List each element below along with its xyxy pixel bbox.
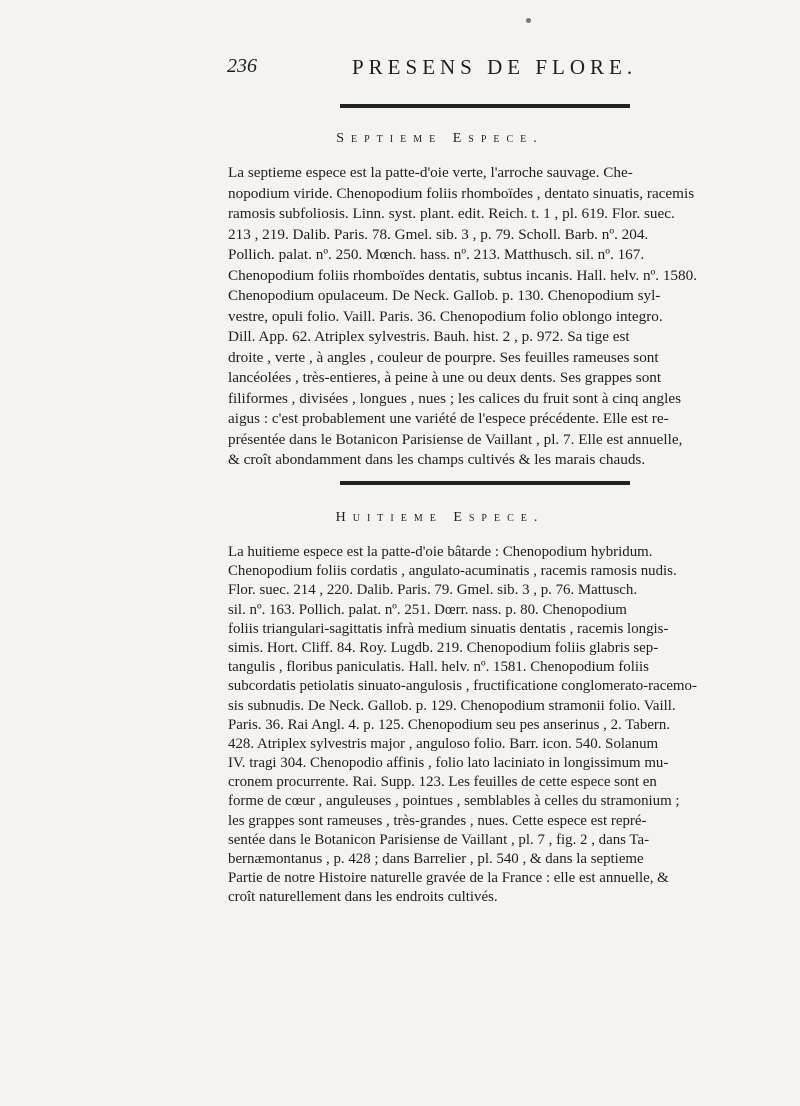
section-title-huitieme: Huitieme Espece. <box>335 510 545 525</box>
text-line: bernæmontanus , p. 428 ; dans Barrelier , pl. 540 , & dans la septieme <box>228 851 644 867</box>
text-line: 428. Atriplex sylvestris major , anguloso folio. Barr. icon. 540. Solanum <box>228 735 659 752</box>
text-line: nopodium viride. Chenopodium foliis rhomboïdes , dentato sinuatis, racemis <box>228 184 695 202</box>
page-number: 236 <box>227 55 257 77</box>
text-line: présentée dans le Botanicon Parisiense de Vaillant , pl. 7. Elle est annuelle, <box>228 430 683 448</box>
text-line: Pollich. palat. nº. 250. Mœnch. hass. nº. 213. Matthusch. sil. nº. 167. <box>228 246 645 263</box>
text-line: droite , verte , à angles , couleur de pourpre. Ses feuilles rameuses sont <box>228 348 659 366</box>
text-line: vestre, opuli folio. Vaill. Paris. 36. Chenopodium folio oblongo integro. <box>228 307 663 325</box>
running-title: PRESENS DE FLORE. <box>352 55 638 79</box>
text-line: Paris. 36. Rai Angl. 4. p. 125. Chenopodium seu pes anserinus , 2. Tabern. <box>228 716 671 733</box>
section-title-septieme: Septieme Espece. <box>336 131 544 146</box>
text-line: filiformes , divisées , longues , nues ; les calices du fruit sont à cinq angles <box>228 389 681 407</box>
text-line: La huitieme espece est la patte-d'oie bâtarde : Chenopodium hybridum. <box>228 544 653 560</box>
text-line: La septieme espece est la patte-d'oie verte, l'arroche sauvage. Che- <box>228 164 633 181</box>
text-line: foliis triangulari-sagittatis infrà medium sinuatis dentatis , racemis longis- <box>228 620 669 637</box>
text-line: Chenopodium foliis rhomboïdes dentatis, subtus incanis. Hall. helv. nº. 1580. <box>228 266 698 284</box>
text-line: IV. tragi 304. Chenopodio affinis , folio lato laciniato in longissimum mu- <box>228 755 669 772</box>
text-line: lancéolées , très-entieres, à peine à une ou deux dents. Ses grappes sont <box>228 369 662 386</box>
text-line: Partie de notre Histoire naturelle gravée de la France : elle est annuelle, & <box>228 870 669 887</box>
text-line: Flor. suec. 214 , 220. Dalib. Paris. 79. Gmel. sib. 3 , p. 76. Mattusch. <box>228 582 638 599</box>
text-line: croît naturellement dans les endroits cultivés. <box>228 889 498 906</box>
text-line: 213 , 219. Dalib. Paris. 78. Gmel. sib. 3 , p. 79. Scholl. Barb. nº. 204. <box>228 225 649 243</box>
text-line: aigus : c'est probablement une variété de l'espece précédente. Elle est re- <box>228 410 669 427</box>
text-line: tangulis , floribus paniculatis. Hall. helv. nº. 1581. Chenopodium foliis <box>228 659 649 676</box>
section-divider-rule <box>340 104 630 108</box>
text-line: les grappes sont rameuses , très-grandes , nues. Cette espece est repré- <box>228 812 647 829</box>
text-line: subcordatis petiolatis sinuato-angulosis , fructificatione conglomerato-racemo- <box>228 678 697 695</box>
text-line: sis subnudis. De Neck. Gallob. p. 129. Chenopodium stramonii folio. Vaill. <box>228 697 676 714</box>
text-line: Chenopodium opulaceum. De Neck. Gallob. p. 130. Chenopodium syl- <box>228 287 661 304</box>
text-line: simis. Hort. Cliff. 84. Roy. Lugdb. 219. Chenopodium foliis glabris sep- <box>228 639 659 656</box>
text-line: forme de cœur , anguleuses , pointues , semblables à celles du stramonium ; <box>228 793 680 810</box>
text-line: sentée dans le Botanicon Parisiense de Vaillant , pl. 7 , fig. 2 , dans Ta- <box>228 831 650 848</box>
text-line: Chenopodium foliis cordatis , angulato-acuminatis , racemis ramosis nudis. <box>228 563 677 580</box>
ink-speck <box>526 18 531 23</box>
page-header <box>227 55 667 85</box>
text-line: cronem procurrente. Rai. Supp. 123. Les feuilles de cette espece sont en <box>228 774 657 791</box>
paragraph-septieme-espece <box>228 163 768 471</box>
text-line: ramosis subfoliosis. Linn. syst. plant. edit. Reich. t. 1 , pl. 619. Flor. suec. <box>228 205 675 222</box>
paragraph-huitieme-espece <box>228 543 768 908</box>
text-line: & croît abondamment dans les champs cultivés & les marais chauds. <box>228 451 646 468</box>
text-line: sil. nº. 163. Pollich. palat. nº. 251. Dœrr. nass. p. 80. Chenopodium <box>228 601 627 618</box>
section-divider-rule <box>340 481 630 485</box>
text-line: Dill. App. 62. Atriplex sylvestris. Bauh. hist. 2 , p. 972. Sa tige est <box>228 328 630 345</box>
